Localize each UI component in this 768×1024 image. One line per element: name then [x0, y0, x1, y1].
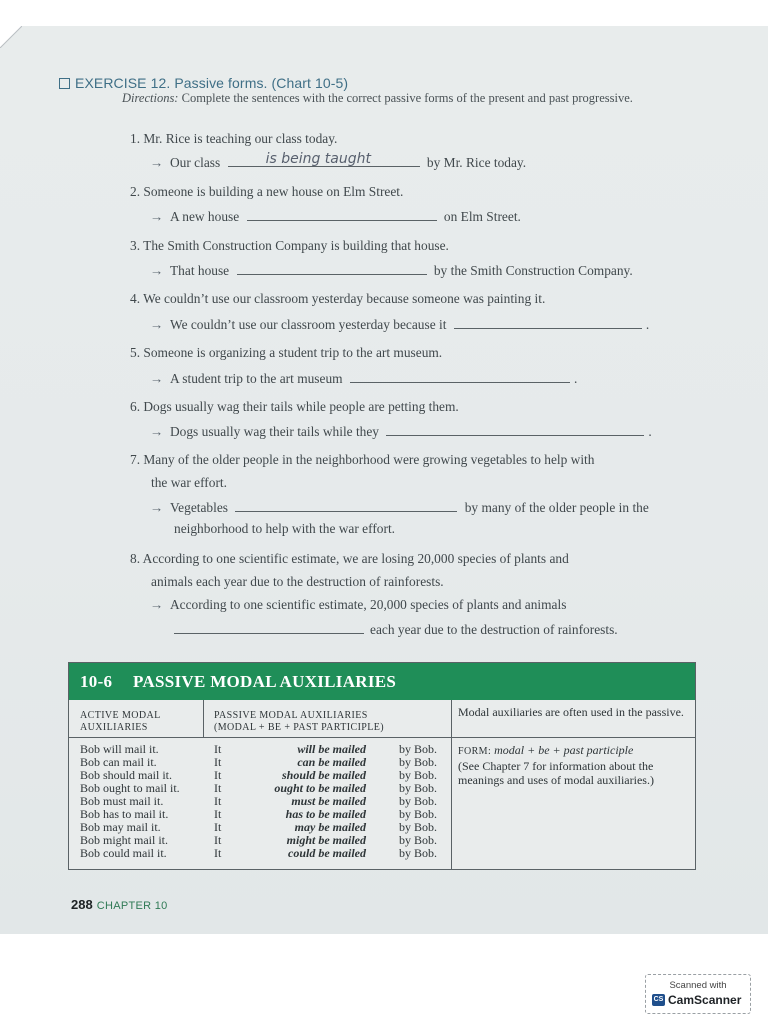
col-header-active-line2: AUXILIARIES — [80, 722, 148, 733]
col-header-passive-line2: (MODAL + BE + PAST PARTICIPLE) — [214, 722, 385, 733]
form-label: FORM: — [458, 746, 492, 757]
item-7-sentence-line1: 7. Many of the older people in the neighborhood were growing vegetables to help with — [130, 452, 595, 467]
grammar-chart-10-6 — [68, 662, 696, 870]
row-it: It — [214, 742, 222, 756]
row-modal: will be mailed — [297, 742, 366, 756]
row-active: Bob could mail it. — [80, 846, 167, 860]
row-by: by Bob. — [399, 794, 438, 808]
row-active: Bob should mail it. — [80, 768, 173, 782]
item-6-answer-pre: Dogs usually wag their tails while they — [170, 424, 380, 439]
chart-note-top: Modal auxiliaries are often used in the passive. — [458, 705, 684, 719]
camscanner-watermark — [645, 974, 751, 1014]
directions-label: Directions: — [122, 91, 179, 105]
item-3-answer-pre: That house — [170, 263, 230, 278]
header-row-divider — [69, 737, 695, 738]
row-active: Bob has to mail it. — [80, 807, 169, 821]
col-header-passive-line1: PASSIVE MODAL AUXILIARIES — [214, 710, 368, 721]
arrow-icon: → — [150, 424, 164, 439]
item-7-answer-blank[interactable] — [235, 498, 457, 512]
row-by: by Bob. — [399, 833, 438, 847]
item-4-answer — [150, 315, 649, 333]
col-header-passive — [214, 710, 384, 734]
chart-title: PASSIVE MODAL AUXILIARIES — [133, 672, 397, 691]
row-modal: might be mailed — [286, 833, 366, 847]
row-modal: should be mailed — [281, 768, 366, 782]
item-8-sentence-line2: animals each year due to the destruction of rainforests. — [151, 574, 444, 589]
row-active: Bob must mail it. — [80, 794, 164, 808]
row-by: by Bob. — [399, 781, 438, 795]
item-8-sentence-line1: 8. According to one scientific estimate, we are losing 20,000 species of plants and — [130, 551, 569, 566]
form-formula: modal + be + past participle — [491, 743, 634, 757]
folded-corner-icon — [0, 26, 22, 48]
chart-id: 10-6 — [80, 672, 113, 691]
watermark-name: CamScanner — [668, 993, 742, 1007]
page-footer — [71, 896, 168, 914]
exercise-title — [59, 75, 348, 91]
item-3-answer-post: by the Smith Construction Company. — [433, 263, 633, 278]
row-by: by Bob. — [399, 846, 438, 860]
item-2-answer-post: on Elm Street. — [443, 209, 521, 224]
item-7-sentence-line2: the war effort. — [151, 475, 227, 490]
item-5-answer-pre: A student trip to the art museum — [170, 371, 343, 386]
item-7-answer-post: by many of the older people in the — [464, 500, 649, 515]
row-modal: has to be mailed — [285, 807, 366, 821]
row-it: It — [214, 794, 222, 808]
item-8-answer-blank[interactable] — [174, 620, 364, 634]
row-by: by Bob. — [399, 768, 438, 782]
chart-header — [69, 663, 695, 700]
watermark-top-text: Scanned with — [669, 980, 727, 991]
item-6-answer — [150, 422, 652, 440]
row-by: by Bob. — [399, 807, 438, 821]
row-modal: can be mailed — [297, 755, 366, 769]
arrow-icon: → — [150, 209, 164, 224]
item-3-answer — [150, 261, 633, 279]
checkbox-icon — [59, 78, 70, 89]
exercise-directions — [122, 90, 692, 107]
item-7-answer-pre: Vegetables — [170, 500, 229, 515]
table-row — [69, 847, 453, 860]
item-5-sentence: 5. Someone is organizing a student trip to the art museum. — [130, 345, 443, 360]
row-it: It — [214, 768, 222, 782]
row-active: Bob can mail it. — [80, 755, 157, 769]
example-rows — [69, 743, 453, 860]
item-6-answer-post: . — [648, 424, 652, 439]
form-line — [458, 743, 690, 759]
item-2-answer-pre: A new house — [170, 209, 240, 224]
item-5-answer-blank[interactable] — [350, 369, 570, 383]
item-2-answer — [150, 207, 521, 225]
row-modal: ought to be mailed — [274, 781, 366, 795]
item-5-answer — [150, 369, 577, 387]
item-8-answer-line2 — [174, 620, 618, 638]
arrow-icon: → — [150, 155, 164, 170]
arrow-icon: → — [150, 597, 164, 612]
arrow-icon: → — [150, 371, 164, 386]
row-active: Bob might mail it. — [80, 833, 169, 847]
item-1-answer-blank[interactable] — [228, 153, 420, 167]
item-3-answer-blank[interactable] — [237, 261, 427, 275]
row-modal: could be mailed — [288, 846, 366, 860]
row-by: by Bob. — [399, 820, 438, 834]
exercise-title-text: EXERCISE 12. Passive forms. (Chart 10-5) — [75, 75, 349, 91]
item-1-handwritten-answer: is being taught — [265, 151, 371, 167]
item-8-answer-line1 — [150, 597, 566, 613]
row-by: by Bob. — [399, 755, 438, 769]
item-1-answer-pre: Our class — [170, 155, 221, 170]
arrow-icon: → — [150, 500, 164, 515]
col-header-active-line1: ACTIVE MODAL — [80, 710, 161, 721]
row-it: It — [214, 807, 222, 821]
chapter-label: CHAPTER 10 — [96, 900, 168, 912]
item-4-answer-blank[interactable] — [454, 315, 642, 329]
camscanner-logo-icon: CS — [652, 994, 665, 1006]
column-divider-1 — [203, 700, 204, 737]
row-active: Bob will mail it. — [80, 742, 159, 756]
item-7-answer — [150, 498, 649, 516]
col-header-active — [80, 710, 161, 734]
row-active: Bob may mail it. — [80, 820, 161, 834]
item-3-sentence: 3. The Smith Construction Company is building that house. — [130, 238, 449, 253]
form-note: (See Chapter 7 for information about the meanings and uses of modal auxiliaries.) — [458, 759, 654, 787]
item-1-answer — [150, 153, 526, 171]
row-it: It — [214, 755, 222, 769]
row-it: It — [214, 781, 222, 795]
item-4-answer-pre: We couldn’t use our classroom yesterday because it — [170, 317, 447, 332]
row-modal: must be mailed — [291, 794, 366, 808]
row-by: by Bob. — [399, 742, 438, 756]
item-2-answer-blank[interactable] — [247, 207, 437, 221]
item-6-sentence: 6. Dogs usually wag their tails while people are petting them. — [130, 399, 459, 414]
row-modal: may be mailed — [294, 820, 366, 834]
item-2-sentence: 2. Someone is building a new house on Elm Street. — [130, 184, 404, 199]
arrow-icon: → — [150, 263, 164, 278]
chart-note-body — [458, 743, 690, 787]
row-it: It — [214, 846, 222, 860]
page-number: 288 — [71, 897, 93, 912]
item-8-answer-text: According to one scientific estimate, 20,000 species of plants and animals — [170, 597, 567, 612]
item-1-answer-post: by Mr. Rice today. — [426, 155, 527, 170]
item-7-answer-line2: neighborhood to help with the war effort. — [174, 521, 396, 536]
item-5-answer-post: . — [573, 371, 578, 386]
directions-text: Complete the sentences with the correct passive forms of the present and past progressive. — [178, 91, 633, 105]
row-active: Bob ought to mail it. — [80, 781, 180, 795]
item-4-answer-post: . — [645, 317, 650, 332]
row-it: It — [214, 820, 222, 834]
item-6-answer-blank[interactable] — [386, 422, 644, 436]
row-it: It — [214, 833, 222, 847]
arrow-icon: → — [150, 317, 164, 332]
item-4-sentence: 4. We couldn’t use our classroom yesterday because someone was painting it. — [130, 291, 546, 306]
item-8-answer-post: each year due to the destruction of rainforests. — [370, 622, 618, 637]
item-1-sentence: 1. Mr. Rice is teaching our class today. — [130, 131, 338, 146]
